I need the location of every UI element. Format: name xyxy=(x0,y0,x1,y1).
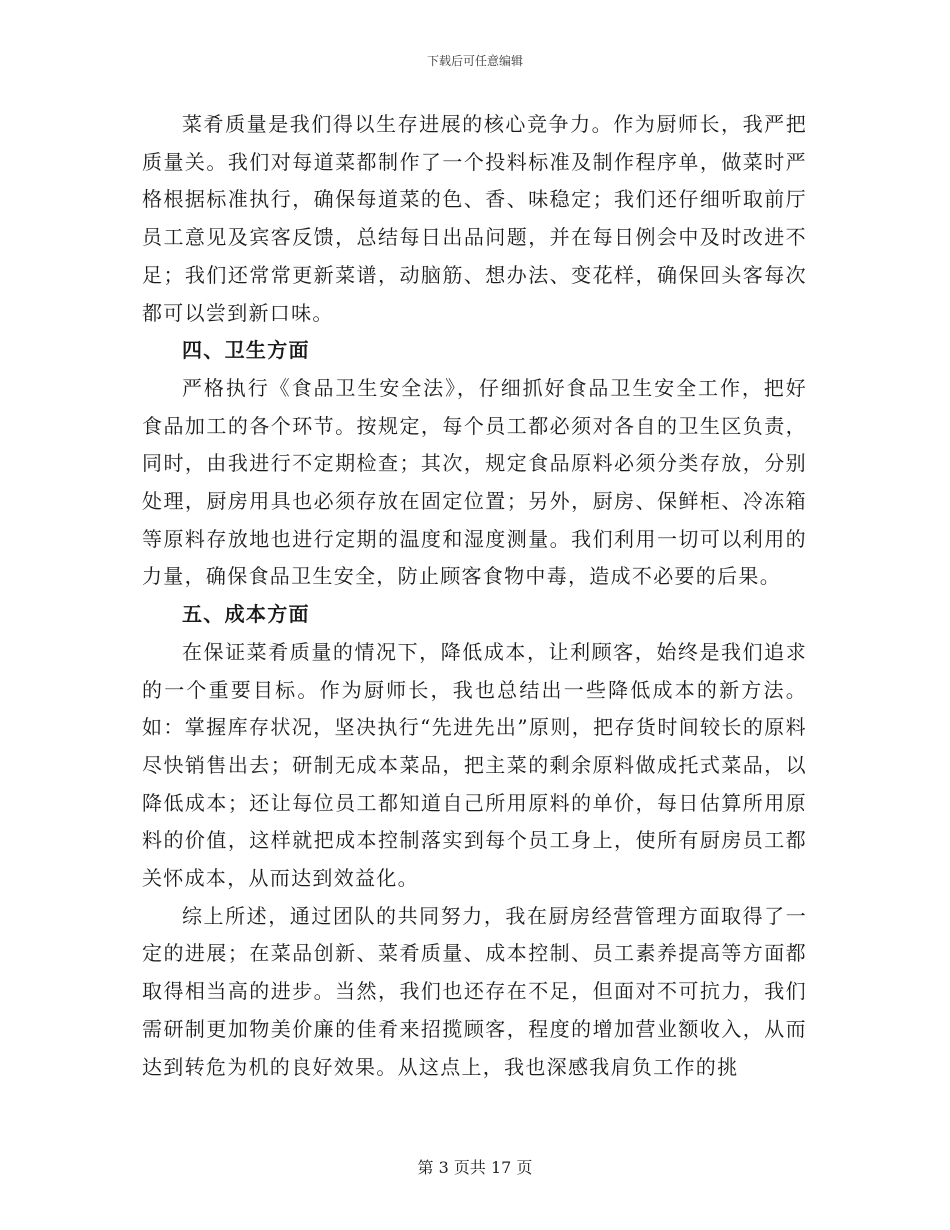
paragraph-cost: 在保证菜肴质量的情况下，降低成本，让利顾客，始终是我们追求的一个重要目标。作为厨师长，我也总结出一些降低成本的新方法。如：掌握库存状况，坚决执行“先进先出”原则，把存货时间较长的原料尽快销售出去；研制无成本菜品，把主菜的剩余原料做成托式菜品，以降低成本；还让每位员工都知道自己所用原料的单价，每日估算所用原料的价值，这样就把成本控制落实到每个员工身上，使所有厨房员工都关怀成本，从而达到效益化。 xyxy=(142,639,807,891)
paragraph-quality: 菜肴质量是我们得以生存进展的核心竞争力。作为厨师长，我严把质量关。我们对每道菜都制作了一个投料标准及制作程序单，做菜时严格根据标准执行，确保每道菜的色、香、味稳定；我们还仔细听取前厅员工意见及宾客反馈，总结每日出品问题，并在每日例会中及时改进不足；我们还常常更新菜谱，动脑筋、想办法、变花样，确保回头客每次都可以尝到新口味。 xyxy=(142,112,807,325)
page-number: 第 3 页共 17 页 xyxy=(417,1158,533,1177)
paragraph-hygiene: 严格执行《食品卫生安全法》，仔细抓好食品卫生安全工作，把好食品加工的各个环节。按规定，每个员工都必须对各自的卫生区负责，同时，由我进行不定期检查；其次，规定食品原料必须分类存放，分别处理，厨房用具也必须存放在固定位置；另外，厨房、保鲜柜、冷冻箱等原料存放地也进行定期的温度和湿度测量。我们利用一切可以利用的力量，确保食品卫生安全，防止顾客食物中毒，造成不必要的后果。 xyxy=(142,375,807,589)
paragraph-summary: 综上所述，通过团队的共同努力，我在厨房经营管理方面取得了一定的进展；在菜品创新、菜肴质量、成本控制、员工素养提高等方面都取得相当高的进步。当然，我们也还存在不足，但面对不可抗力，我们需研制更加物美价廉的佳肴来招揽顾客，程度的增加营业额收入，从而达到转危为机的良好效果。从这点上，我也深感我肩负工作的挑 xyxy=(142,903,807,1079)
section-heading-hygiene: 四、卫生方面 xyxy=(182,338,310,363)
document-body xyxy=(142,106,807,1086)
section-heading-cost: 五、成本方面 xyxy=(182,602,310,627)
page-header: 下载后可任意编辑 xyxy=(426,54,523,68)
